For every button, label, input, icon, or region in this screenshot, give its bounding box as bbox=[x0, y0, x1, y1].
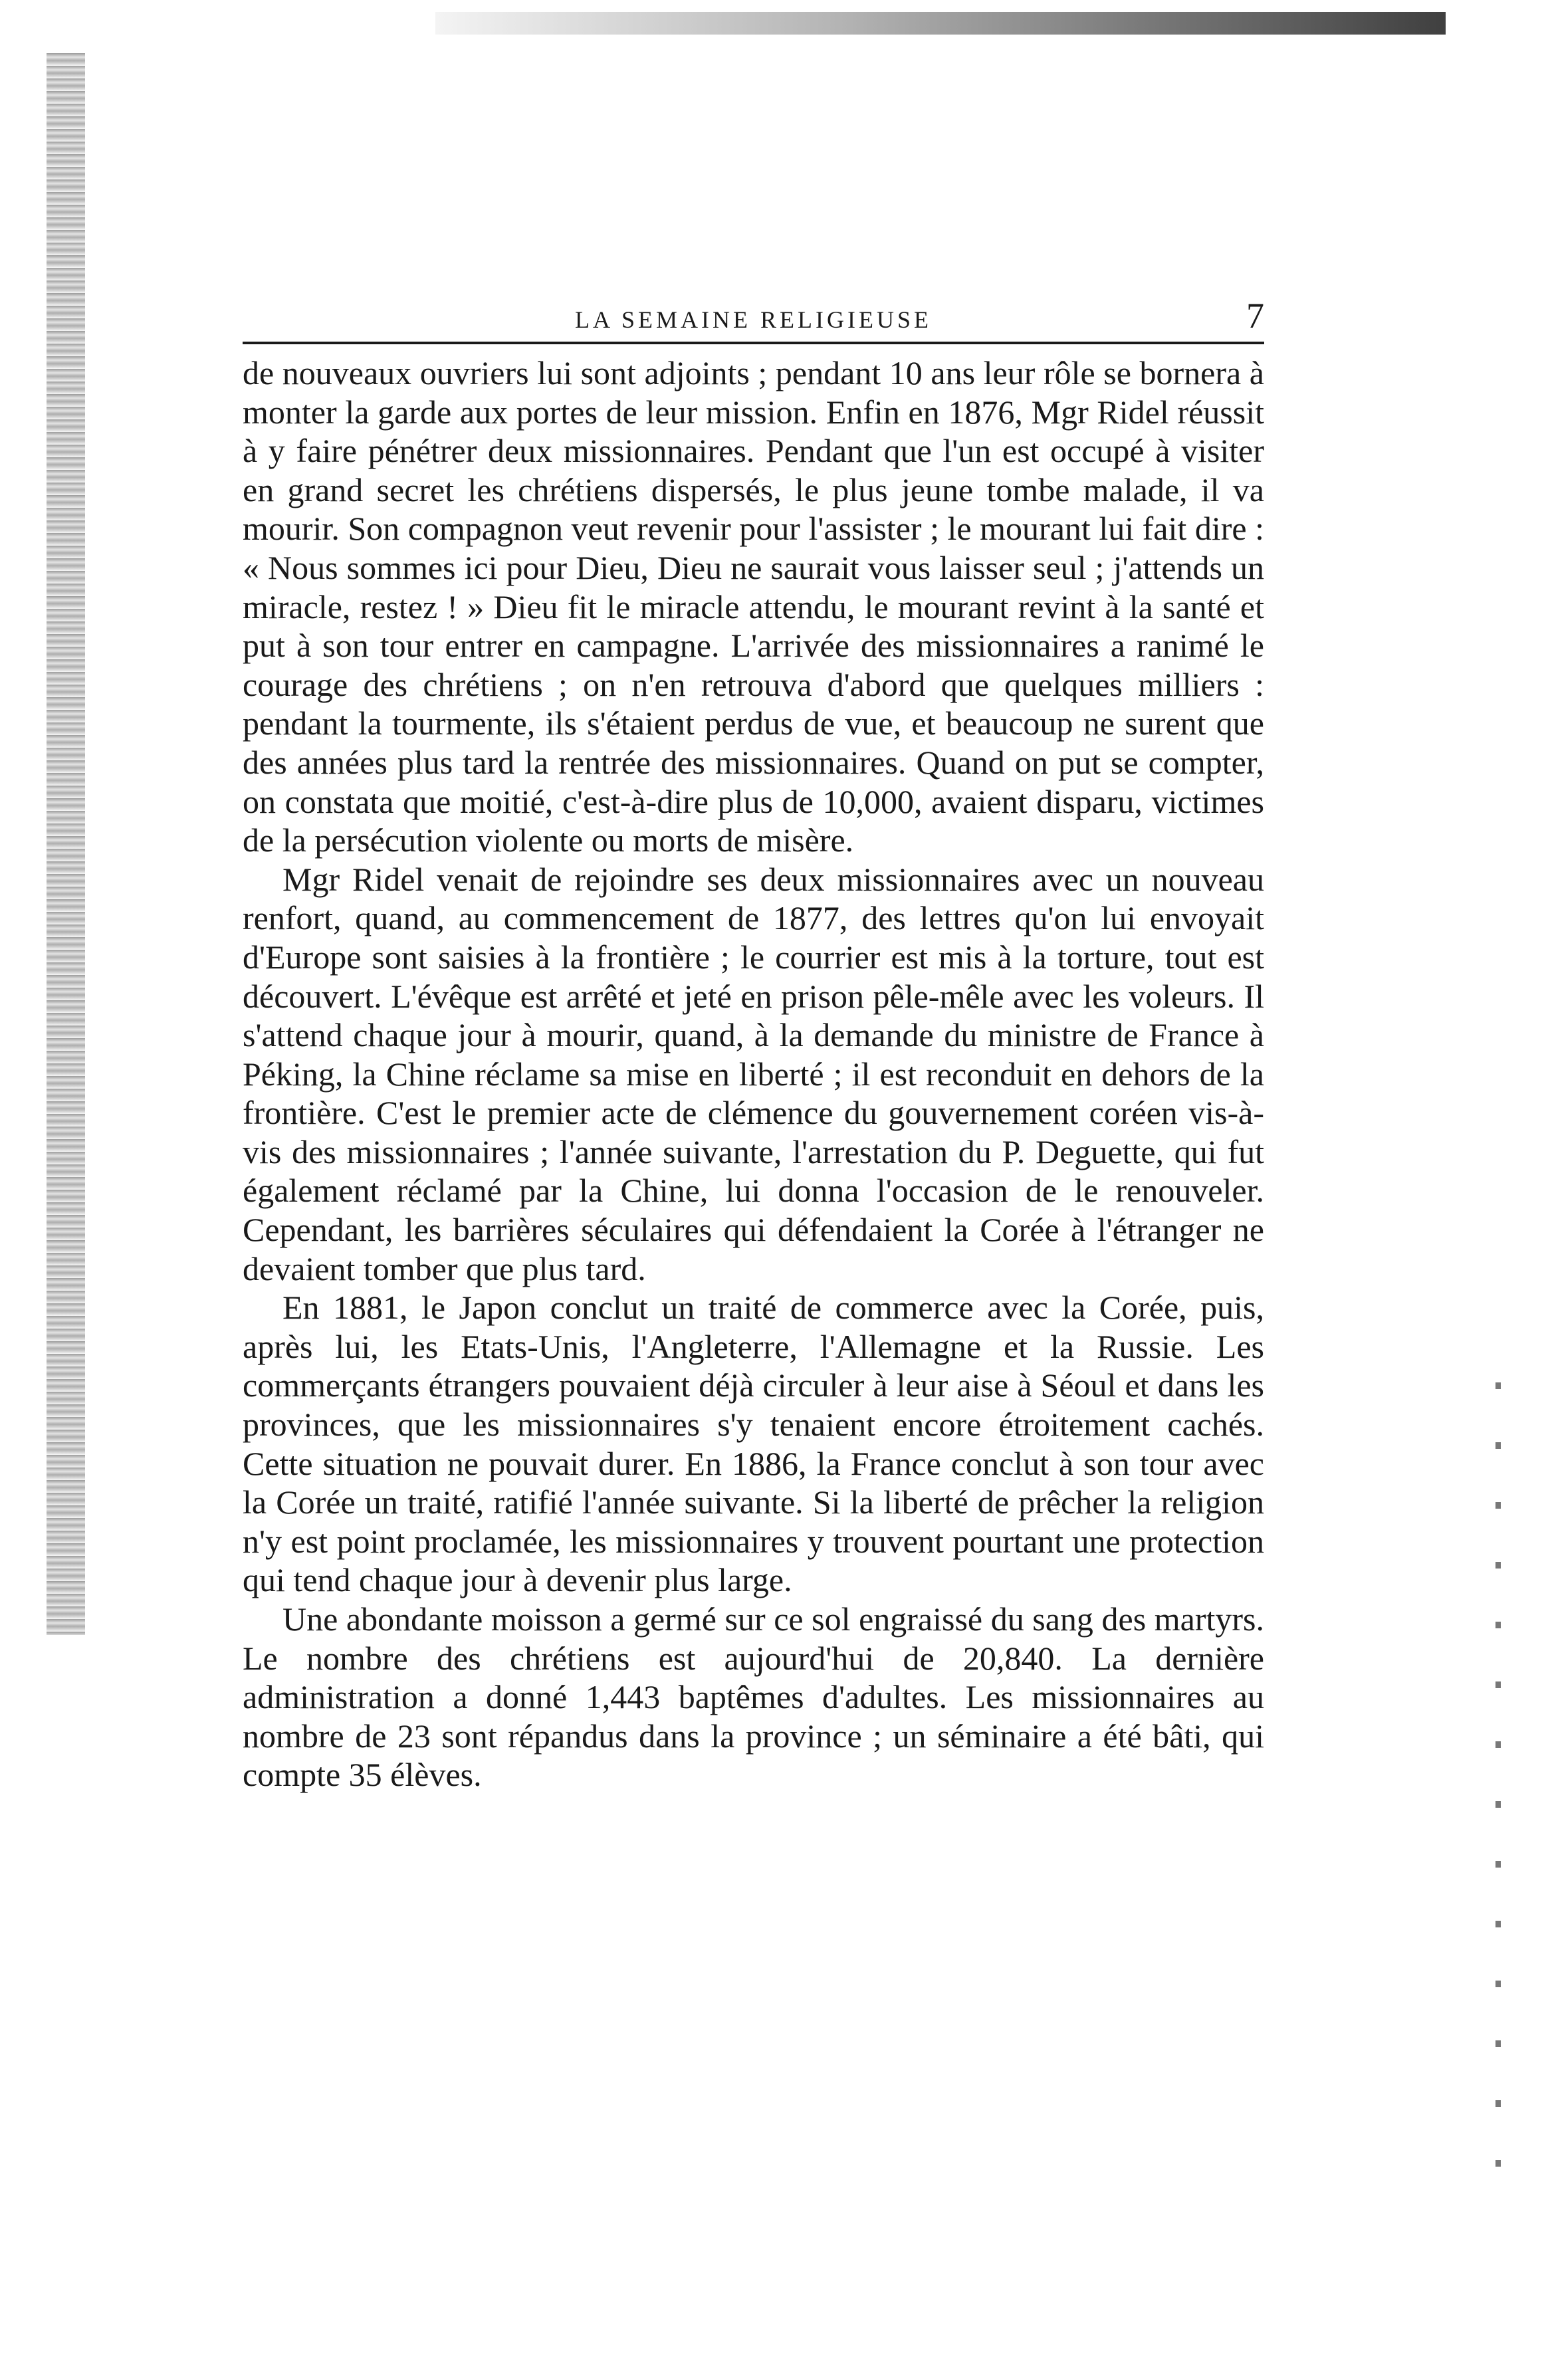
scan-artifact-left-edge bbox=[47, 53, 85, 1635]
paragraph: En 1881, le Japon conclut un traité de commerce avec la Corée, puis, après lui, les Etats-Unis, l'Angleterre, l'Allemagne et la Russie. Les commerçants étrangers pouvaient déjà circuler à leur aise à Séoul et dans les provinces, que les missionnaires s'y tenaient encore étroitement cachés. Cette situation ne pouvait durer. En 1886, la France conclut à son tour avec la Corée un traité, ratifié l'année suivante. Si la liberté de prêcher la religion n'y est point proclamée, les missionnaires y trouvent pourtant une protection qui tend chaque jour à devenir plus large. bbox=[243, 1289, 1264, 1599]
running-title: LA SEMAINE RELIGIEUSE bbox=[575, 306, 932, 333]
running-header bbox=[243, 286, 1264, 336]
paragraph: Mgr Ridel venait de rejoindre ses deux missionnaires avec un nouveau renfort, quand, au commencement de 1877, des lettres qu'on lui envoyait d'Europe sont saisies à la frontière ; le courrier est mis à la torture, tout est découvert. L'évêque est arrêté et jeté en prison pêle-mêle avec les voleurs. Il s'attend chaque jour à mourir, quand, à la demande du ministre de France à Péking, la Chine réclame sa mise en liberté ; il est reconduit en dehors de la frontière. C'est le premier acte de clémence du gouvernement coréen vis-à-vis des missionnaires ; l'année suivante, l'arrestation du P. Deguette, qui fut également réclamé par la Chine, lui donna l'occasion de le renouveler. Cependant, les barrières séculaires qui défendaient la Corée à l'étranger ne devaient tomber que plus tard. bbox=[243, 860, 1264, 1287]
body-text bbox=[243, 354, 1264, 1794]
page-number: 7 bbox=[1246, 296, 1264, 336]
scan-artifact-right-dots bbox=[1495, 1382, 1501, 2180]
header-rule bbox=[243, 342, 1264, 344]
scan-artifact-top bbox=[435, 12, 1446, 35]
paragraph: Une abondante moisson a germé sur ce sol engraissé du sang des martyrs. Le nombre des chrétiens est aujourd'hui de 20,840. La dernière administration a donné 1,443 baptêmes d'adultes. Les missionnaires au nombre de 23 sont répandus dans la province ; un séminaire a été bâti, qui compte 35 élèves. bbox=[243, 1600, 1264, 1794]
document-page bbox=[243, 286, 1264, 1794]
paragraph: de nouveaux ouvriers lui sont adjoints ; pendant 10 ans leur rôle se bornera à monter la garde aux portes de leur mission. Enfin en 1876, Mgr Ridel réussit à y faire pénétrer deux missionnaires. Pendant que l'un est occupé à visiter en grand secret les chrétiens dispersés, le plus jeune tombe malade, il va mourir. Son compagnon veut revenir pour l'assister ; le mourant lui fait dire : « Nous sommes ici pour Dieu, Dieu ne saurait vous laisser seul ; j'attends un miracle, restez ! » Dieu fit le miracle attendu, le mourant revint à la santé et put à son tour entrer en campagne. L'arrivée des missionnaires a ranimé le courage des chrétiens ; on n'en retrouva d'abord que quelques milliers : pendant la tourmente, ils s'étaient perdus de vue, et beaucoup ne surent que des années plus tard la rentrée des missionnaires. Quand on put se compter, on constata que moitié, c'est-à-dire plus de 10,000, avaient disparu, victimes de la persécution violente ou morts de misère. bbox=[243, 354, 1264, 859]
